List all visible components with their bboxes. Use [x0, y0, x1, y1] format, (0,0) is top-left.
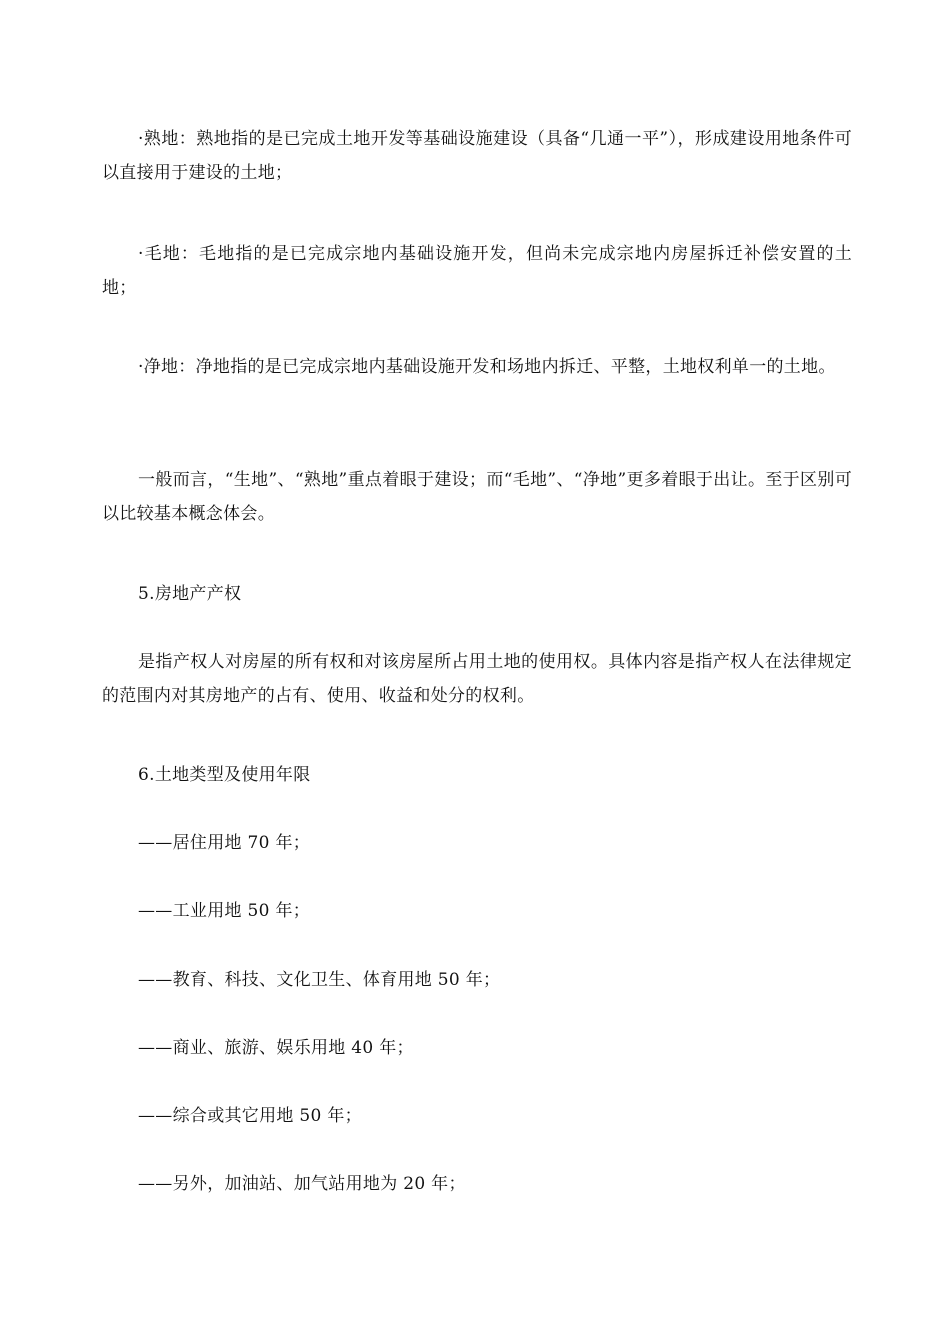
list-item-land-term: ——商业、旅游、娱乐用地 40 年；: [138, 1038, 414, 1058]
section-heading-5: 5.房地产产权: [138, 584, 242, 604]
paragraph-maodi: ·毛地：毛地指的是已完成宗地内基础设施开发，但尚未完成宗地内房屋拆迁补偿安置的土地；: [102, 244, 852, 298]
paragraph-property-rights: 是指产权人对房屋的所有权和对该房屋所占用土地的使用权。具体内容是指产权人在法律规定的范围内对其房地产的占有、使用、收益和处分的权利。: [102, 652, 852, 706]
paragraph-jingdi: ·净地：净地指的是已完成宗地内基础设施开发和场地内拆迁、平整，土地权利单一的土地。: [138, 357, 836, 377]
list-item-land-term: ——居住用地 70 年；: [138, 833, 311, 853]
section-heading-6: 6.土地类型及使用年限: [138, 765, 311, 785]
paragraph-summary: 一般而言，“生地”、“熟地”重点着眼于建设；而“毛地”、“净地”更多着眼于出让。至于区别可以比较基本概念体会。: [102, 470, 852, 524]
list-item-land-term: ——工业用地 50 年；: [138, 901, 311, 921]
list-item-land-term: ——教育、科技、文化卫生、体育用地 50 年；: [138, 970, 501, 990]
list-item-land-term: ——综合或其它用地 50 年；: [138, 1106, 362, 1126]
paragraph-shudi: ·熟地：熟地指的是已完成土地开发等基础设施建设（具备“几通一平”），形成建设用地条件可以直接用于建设的土地；: [102, 129, 852, 183]
list-item-land-term: ——另外，加油站、加气站用地为 20 年；: [138, 1174, 466, 1194]
